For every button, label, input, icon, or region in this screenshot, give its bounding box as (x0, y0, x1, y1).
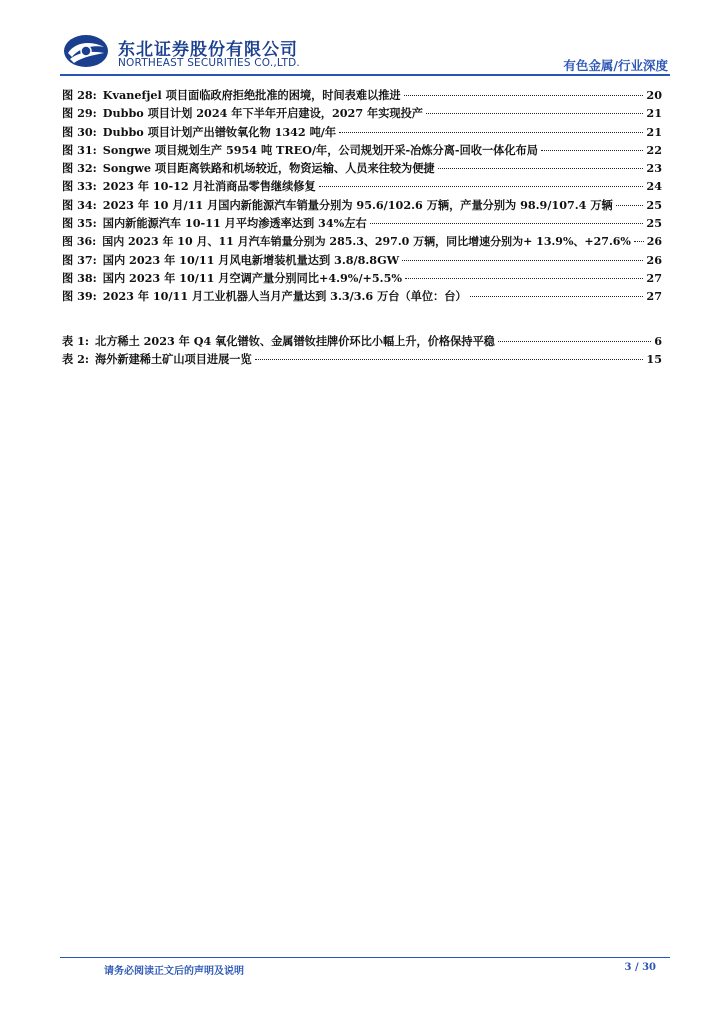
dot-leader (426, 113, 643, 114)
toc-entry-label: 图 33: (62, 179, 97, 194)
toc-entry-title: 国内 2023 年 10 月、11 月汽车销量分别为 285.3、297.0 万辆，同比增速分别为+ 13.9%、+27.6% (102, 235, 631, 249)
toc-entry-title: 2023 年 10/11 月工业机器人当月产量达到 3.3/3.6 万台（单位：台） (102, 289, 467, 304)
dot-leader (402, 260, 643, 261)
toc-entry-page: 27 (646, 270, 662, 285)
dot-leader (541, 150, 644, 151)
toc-entry[interactable] (62, 333, 662, 351)
toc-entry-label: 表 1: (62, 334, 89, 348)
toc-entry-title: 国内新能源汽车 10-11 月平均渗透率达到 34%左右 (102, 216, 367, 231)
toc-entry-page: 20 (646, 88, 662, 102)
toc-entry-page: 25 (646, 216, 662, 231)
toc-entry[interactable] (62, 197, 662, 215)
company-name-cn: 东北证券股份有限公司 (118, 40, 298, 60)
toc-entry-label: 图 39: (62, 289, 97, 304)
table-list (62, 333, 662, 370)
dot-leader (498, 341, 651, 342)
toc-entry[interactable] (62, 105, 662, 123)
toc-entry-page: 21 (646, 124, 662, 139)
figure-list (62, 87, 662, 307)
toc-entry[interactable] (62, 215, 662, 233)
toc-entry-label: 表 2: (62, 352, 89, 367)
toc-entry[interactable] (62, 233, 662, 251)
toc-entry-title: 海外新建稀土矿山项目进展一览 (95, 352, 252, 367)
report-category: 有色金属/行业深度 (563, 58, 668, 73)
toc-entry[interactable] (62, 124, 662, 142)
footer-disclaimer: 请务必阅读正文后的声明及说明 (104, 966, 244, 977)
toc-entry-title: Kvanefjel 项目面临政府拒绝批准的困境，时间表难以推进 (102, 88, 401, 102)
toc-entry-page: 6 (654, 334, 662, 348)
toc-entry-page: 27 (646, 289, 662, 304)
dot-leader (405, 278, 643, 279)
toc-entry-label: 图 31: (62, 142, 97, 157)
toc-entry-label: 图 37: (62, 252, 97, 267)
toc-entry-page: 26 (646, 235, 662, 249)
toc-entry-title: Dubbo 项目计划产出镨钕氧化物 1342 吨/年 (102, 124, 337, 139)
toc-entry-page: 21 (646, 106, 662, 121)
toc-entry-page: 22 (646, 142, 662, 157)
toc-entry-label: 图 36: (62, 235, 97, 249)
toc-entry[interactable] (62, 142, 662, 160)
header-divider (60, 74, 670, 76)
toc-entry-title: 国内 2023 年 10/11 月空调产量分别同比+4.9%/+5.5% (102, 270, 402, 285)
toc-entry-label: 图 35: (62, 216, 97, 231)
toc-entry-label: 图 38: (62, 270, 97, 285)
page-number: 3 / 30 (624, 962, 656, 973)
toc-entry-label: 图 30: (62, 124, 97, 139)
toc-entry-title: Songwe 项目距离铁路和机场较近，物资运输、人员来往较为便捷 (102, 161, 435, 176)
toc-entry[interactable] (62, 178, 662, 196)
toc-entry-page: 24 (646, 179, 662, 194)
toc-entry[interactable] (62, 252, 662, 270)
dot-leader (255, 359, 644, 360)
toc-entry-label: 图 34: (62, 197, 97, 212)
toc-entry[interactable] (62, 288, 662, 306)
toc-entry-page: 23 (646, 161, 662, 176)
dot-leader (339, 132, 643, 133)
toc-entry-page: 26 (646, 252, 662, 267)
toc-entry-title: 2023 年 10 月/11 月国内新能源汽车销量分别为 95.6/102.6 万辆，产量分别为 98.9/107.4 万辆 (102, 197, 613, 212)
toc-entry-title: Songwe 项目规划生产 5954 吨 TREO/年，公司规划开采-冶炼分离-回收一体化布局 (102, 142, 538, 157)
toc-entry[interactable] (62, 351, 662, 369)
toc-entry-page: 15 (646, 352, 662, 367)
toc-entry-title: 北方稀土 2023 年 Q4 氧化镨钕、金属镨钕挂牌价环比小幅上升，价格保持平稳 (95, 334, 495, 348)
toc-entry-label: 图 32: (62, 161, 97, 176)
toc-entry[interactable] (62, 87, 662, 105)
toc-entry[interactable] (62, 270, 662, 288)
page-header (0, 0, 724, 80)
toc-entry-page: 25 (646, 197, 662, 212)
toc-entry[interactable] (62, 160, 662, 178)
northeast-securities-logo-icon (62, 33, 110, 69)
dot-leader (616, 205, 644, 206)
toc-entry-title: Dubbo 项目计划 2024 年下半年开启建设，2027 年实现投产 (102, 106, 423, 121)
toc-entry-label: 图 28: (62, 88, 97, 102)
dot-leader (370, 223, 644, 224)
dot-leader (438, 168, 644, 169)
dot-leader (634, 241, 644, 242)
dot-leader (470, 296, 644, 297)
footer-divider (60, 957, 670, 958)
toc-entry-title: 2023 年 10-12 月社消商品零售继续修复 (102, 179, 316, 194)
dot-leader (404, 95, 644, 96)
company-name-en: NORTHEAST SECURITIES CO.,LTD. (118, 57, 300, 69)
dot-leader (319, 186, 644, 187)
toc-entry-title: 国内 2023 年 10/11 月风电新增装机量达到 3.8/8.8GW (102, 252, 400, 267)
toc-entry-label: 图 29: (62, 106, 97, 121)
